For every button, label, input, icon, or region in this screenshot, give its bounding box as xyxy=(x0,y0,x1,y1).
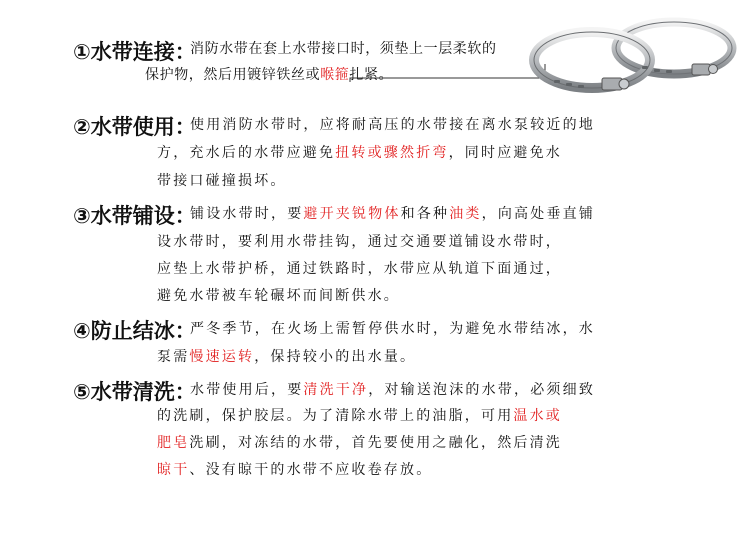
text-line xyxy=(157,432,562,452)
text-segment: 扎紧。 xyxy=(349,67,394,83)
text-segment: 严冬季节，在火场上需暂停供水时，为避免水带结冰，水 xyxy=(190,321,595,337)
text-segment: 泵需 xyxy=(157,349,190,365)
text-segment: 应垫上水带护桥，通过铁路时，水带应从轨道下面通过， xyxy=(157,261,562,277)
section-title: ⑤水带清洗： xyxy=(73,380,196,404)
text-line xyxy=(157,285,400,305)
text-segment: ，保持较小的出水量。 xyxy=(254,349,417,365)
highlight-text: 温水或 xyxy=(513,408,563,424)
highlight-text: 晾干 xyxy=(157,462,190,478)
highlight-text: 慢速运转 xyxy=(189,349,255,365)
text-segment: 保护物，然后用镀锌铁丝或 xyxy=(145,67,321,83)
text-line xyxy=(157,459,432,479)
text-segment: ，对输送泡沫的水带，必须细致 xyxy=(368,382,596,398)
text-segment: 消防水带在套上水带接口时，须垫上一层柔软的 xyxy=(190,41,497,57)
text-segment: ，同时应避免水 xyxy=(448,145,563,161)
text-line xyxy=(190,379,595,399)
section-title: ②水带使用： xyxy=(73,115,196,139)
highlight-text: 喉箍 xyxy=(320,67,350,83)
text-segment: ，向高处垂直铺 xyxy=(481,206,596,222)
text-segment: 水带使用后，要 xyxy=(190,382,304,398)
text-segment: 铺设水带时，要 xyxy=(190,206,304,222)
text-segment: 带接口碰撞损坏。 xyxy=(157,173,287,189)
text-line xyxy=(190,38,497,58)
highlight-text: 油类 xyxy=(449,206,482,222)
text-segment: 和各种 xyxy=(400,206,450,222)
text-line xyxy=(157,405,562,425)
section-title: ①水带连接： xyxy=(73,40,196,64)
hose-clamp-icon xyxy=(524,8,738,96)
text-line xyxy=(157,231,562,251)
highlight-text: 扭转或骤然折弯 xyxy=(335,145,449,161)
text-segment: 的洗刷，保护胶层。为了清除水带上的油脂，可用 xyxy=(157,408,514,424)
text-segment: 洗刷，对冻结的水带，首先要使用之融化，然后清洗 xyxy=(189,435,563,451)
section-title: ③水带铺设： xyxy=(73,204,196,228)
highlight-text: 避开夹锐物体 xyxy=(303,206,401,222)
highlight-text: 肥皂 xyxy=(157,435,190,451)
text-segment: 、没有晾干的水带不应收卷存放。 xyxy=(189,462,433,478)
text-segment: 使用消防水带时，应将耐高压的水带接在离水泵较近的地 xyxy=(190,117,595,133)
text-line xyxy=(157,258,562,278)
text-line xyxy=(190,203,595,223)
text-line xyxy=(157,170,287,190)
text-line xyxy=(157,142,562,162)
text-line xyxy=(190,318,595,338)
text-segment: 设水带时，要利用水带挂钩，通过交通要道铺设水带时， xyxy=(157,234,562,250)
text-line xyxy=(157,346,416,366)
section-title: ④防止结冰： xyxy=(73,319,196,343)
text-line xyxy=(190,114,595,134)
highlight-text: 清洗干净 xyxy=(303,382,369,398)
text-segment: 方，充水后的水带应避免 xyxy=(157,145,336,161)
text-segment: 避免水带被车轮碾坏而间断供水。 xyxy=(157,288,400,304)
